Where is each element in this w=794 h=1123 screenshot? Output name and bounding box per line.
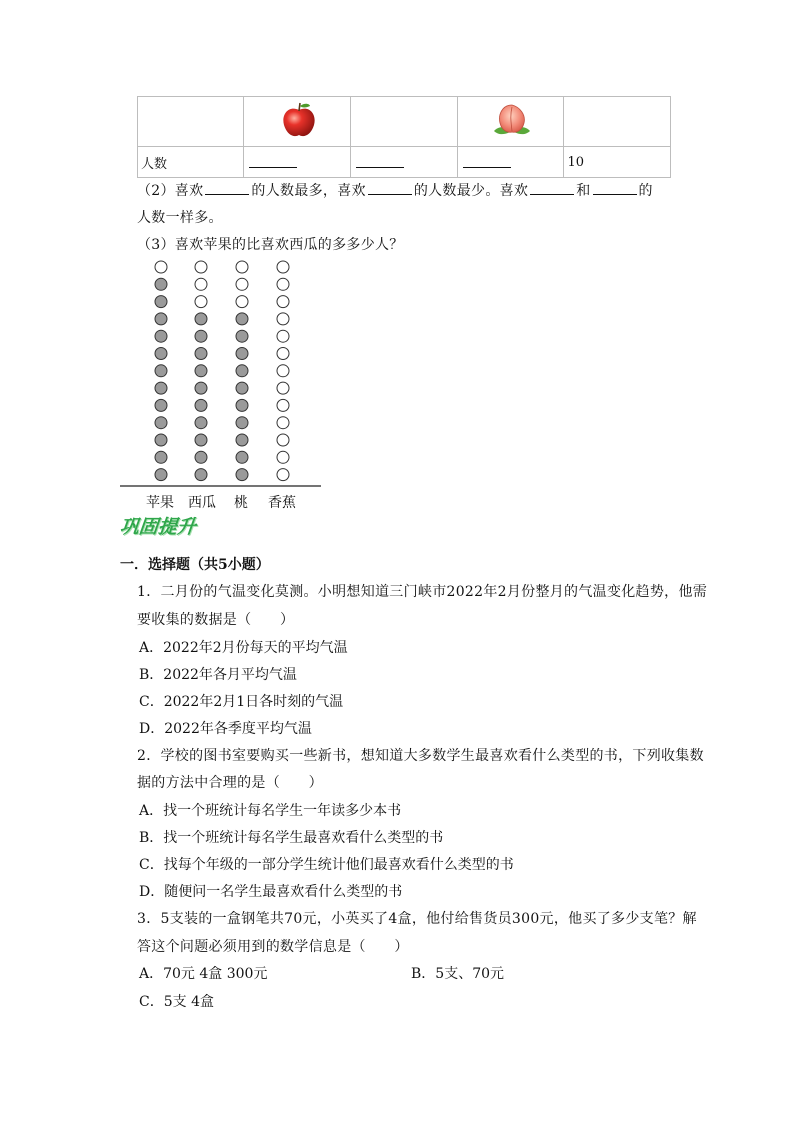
peach-icon [490,101,534,139]
q2-text: 和 [576,183,591,199]
answer-blank-cell [244,147,351,178]
answer-blank[interactable] [205,182,249,195]
section-heading: 一．选择题（共5小题） [120,557,270,573]
answer-blank[interactable] [356,153,404,168]
question-1-line-2: 要收集的数据是（ ） [137,612,295,628]
value-cell: 10 [564,147,671,178]
empty-dot [195,296,207,308]
apple-icon [279,100,319,140]
q2-text: 的 [638,183,653,199]
question-1-line-1: 1．二月份的气温变化莫测。小明想知道三门峡市2022年2月份整月的气温变化趋势，他需 [137,584,708,600]
empty-dot [277,382,289,394]
filled-dot [155,296,167,308]
empty-dot [277,278,289,290]
filled-dot [195,434,207,446]
option-b[interactable]: B．找一个班统计每名学生最喜欢看什么类型的书 [139,830,444,846]
filled-dot [195,330,207,342]
filled-dot [155,399,167,411]
empty-dot [277,451,289,463]
filled-dot [236,434,248,446]
filled-dot [155,365,167,377]
filled-dot [195,417,207,429]
filled-dot [236,417,248,429]
question-3-text: （3）喜欢苹果的比喜欢西瓜的多多少人？ [137,237,404,253]
option-a[interactable]: A．2022年2月份每天的平均气温 [139,640,348,656]
empty-dot [236,296,248,308]
filled-dot [236,382,248,394]
filled-dot [236,330,248,342]
empty-dot [195,261,207,273]
category-label: 西瓜 [188,495,216,511]
category-label: 苹果 [146,495,174,511]
filled-dot [195,313,207,325]
empty-dot [277,399,289,411]
table-cell [244,97,351,147]
empty-dot [236,278,248,290]
empty-dot [277,434,289,446]
answer-blank[interactable] [593,182,637,195]
filled-dot [155,330,167,342]
category-label: 桃 [234,495,248,511]
filled-dot [155,469,167,481]
empty-dot [277,296,289,308]
q2-text: （2）喜欢 [137,183,204,199]
table-cell [564,97,671,147]
filled-dot [155,434,167,446]
table-cell [138,97,244,147]
empty-dot [277,365,289,377]
table-cell [351,97,458,147]
filled-dot [155,278,167,290]
option-c[interactable]: C．5支 4盒 [139,994,214,1010]
filled-dot [155,313,167,325]
empty-dot [277,330,289,342]
filled-dot [155,451,167,463]
option-b[interactable]: B．5支、70元 [411,966,505,982]
question-2-mc-line-1: 2．学校的图书室要购买一些新书，想知道大多数学生最喜欢看什么类型的书，下列收集数 [137,748,704,764]
section-banner: 巩固提升 [118,516,198,538]
q2-text: 的人数最多，喜欢 [251,183,366,199]
empty-dot [277,348,289,360]
category-label: 香蕉 [268,495,296,511]
empty-dot [277,261,289,273]
answer-blank[interactable] [249,153,297,168]
filled-dot [195,348,207,360]
question-3-mc-line-1: 3．5支装的一盒钢笔共70元，小英买了4盒，他付给售货员300元，他买了多少支笔？解 [137,911,697,927]
filled-dot [236,365,248,377]
option-a[interactable]: A．找一个班统计每名学生一年读多少本书 [139,803,402,819]
empty-dot [277,313,289,325]
filled-dot [155,348,167,360]
empty-dot [236,261,248,273]
option-c[interactable]: C．找每个年级的一部分学生统计他们最喜欢看什么类型的书 [139,857,514,873]
filled-dot [155,382,167,394]
answer-blank[interactable] [463,153,511,168]
empty-dot [195,278,207,290]
filled-dot [195,382,207,394]
filled-dot [155,417,167,429]
table-cell [457,97,564,147]
option-c[interactable]: C．2022年2月1日各时刻的气温 [139,694,344,710]
empty-dot [155,261,167,273]
filled-dot [195,469,207,481]
answer-blank[interactable] [368,182,412,195]
empty-dot [277,469,289,481]
answer-blank-cell [351,147,458,178]
fruit-table [137,96,671,178]
option-a[interactable]: A．70元 4盒 300元 [139,966,268,982]
row-label: 人数 [138,147,244,178]
filled-dot [195,451,207,463]
question-2-line-1 [137,180,653,200]
filled-dot [236,469,248,481]
question-3-mc-line-2: 答这个问题必须用到的数学信息是（ ） [137,939,409,955]
q2-text: 的人数最少。喜欢 [413,183,529,199]
filled-dot [236,313,248,325]
empty-dot [277,417,289,429]
answer-blank[interactable] [530,182,574,195]
filled-dot [236,451,248,463]
filled-dot [236,399,248,411]
question-2-mc-line-2: 据的方法中合理的是（ ） [137,775,323,791]
filled-dot [236,348,248,360]
dot-chart [118,255,323,490]
filled-dot [195,365,207,377]
option-d[interactable]: D．随便问一名学生最喜欢看什么类型的书 [139,884,403,900]
filled-dot [195,399,207,411]
option-d[interactable]: D．2022年各季度平均气温 [139,721,312,737]
answer-blank-cell [457,147,564,178]
question-2-line-2: 人数一样多。 [137,210,223,226]
option-b[interactable]: B．2022年各月平均气温 [139,667,297,683]
